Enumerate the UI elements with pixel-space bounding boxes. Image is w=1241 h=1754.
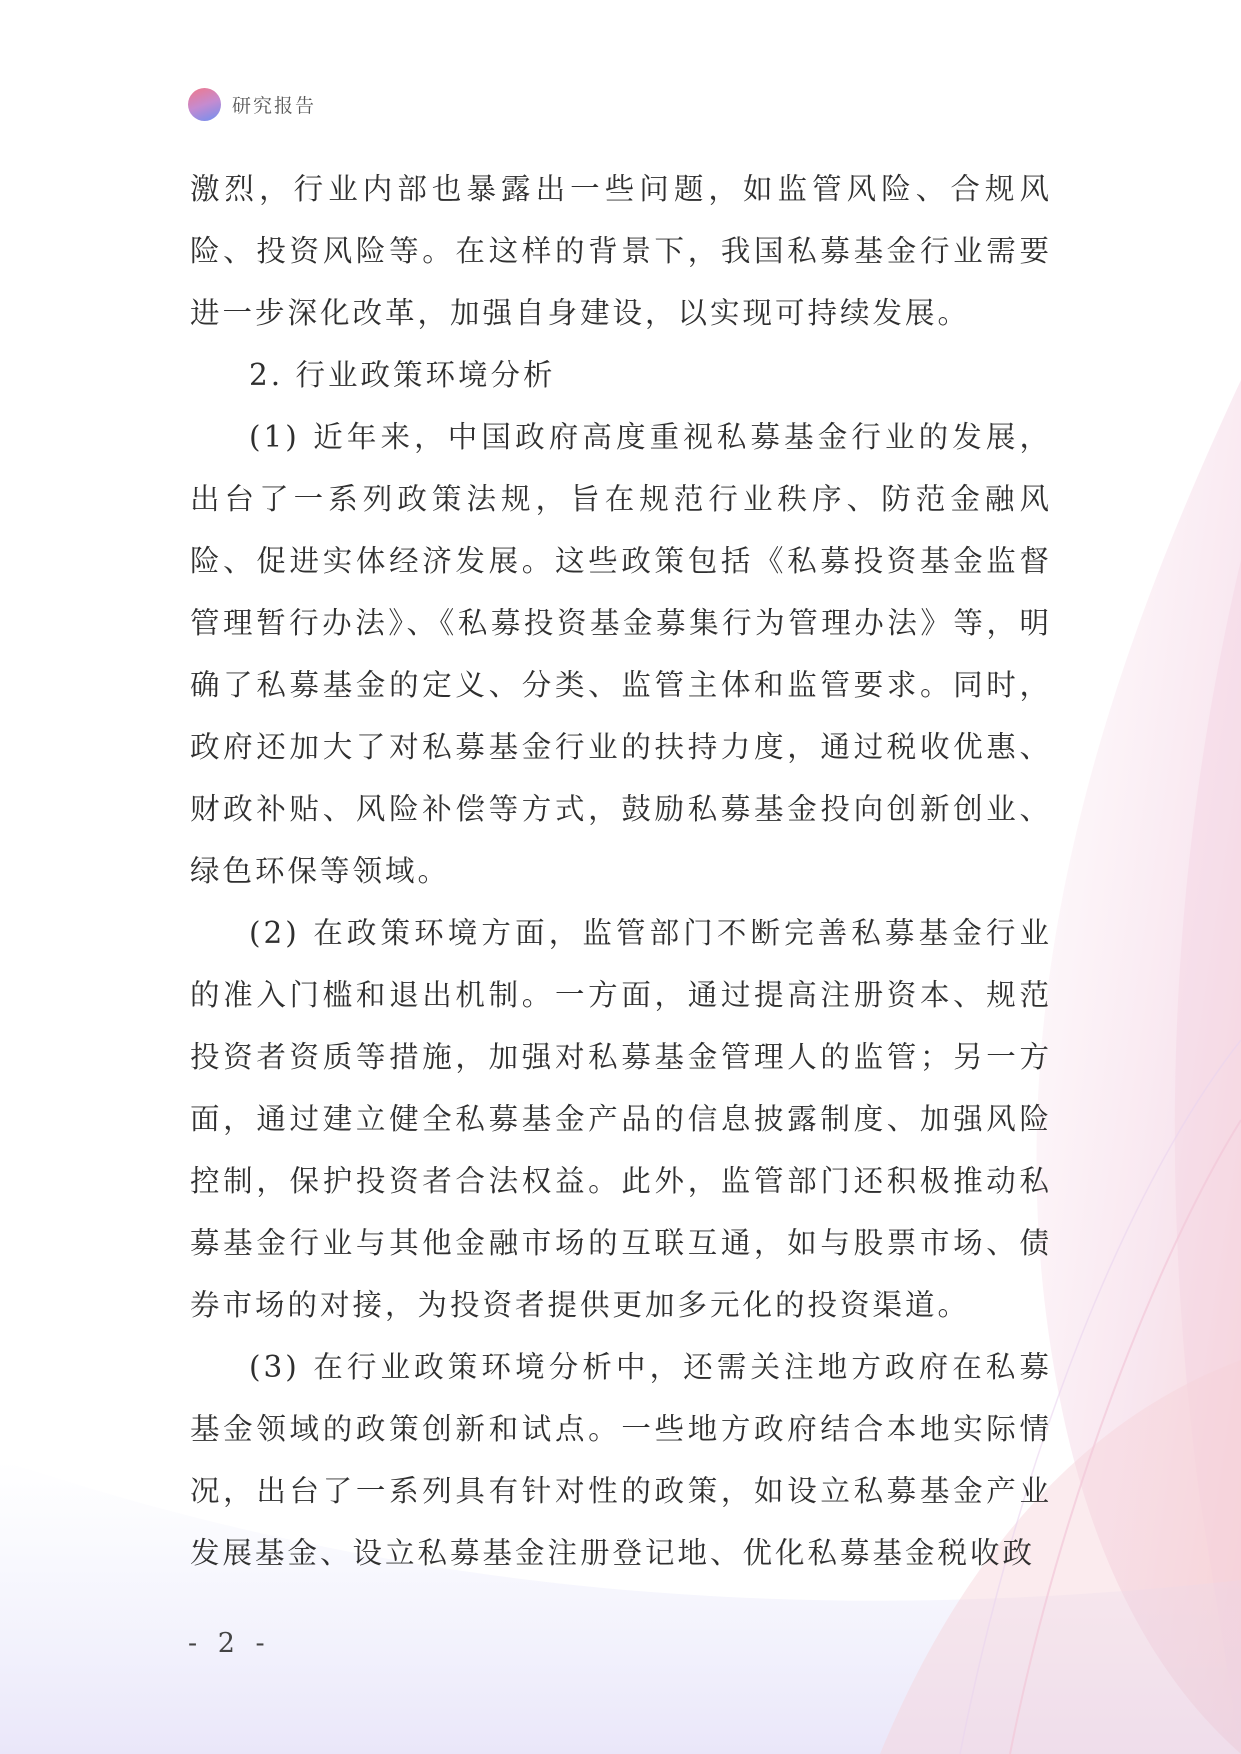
logo-circle-icon [188,88,221,121]
paragraph-1: (1) 近年来，中国政府高度重视私募基金行业的发展，出台了一系列政策法规，旨在规范行业秩序、防范金融风险、促进实体经济发展。这些政策包括《私募投资基金监督管理暂行办法》、《私募投资基金募集行为管理办法》等，明确了私募基金的定义、分类、监管主体和监管要求。同时，政府还加大了对私募基金行业的扶持力度，通过税收优惠、财政补贴、风险补偿等方式，鼓励私募基金投向创新创业、绿色环保等领域。 [190,420,1052,888]
page-header [188,88,316,121]
page-number: - 2 - [188,1628,271,1659]
paragraph-continued: 激烈，行业内部也暴露出一些问题，如监管风险、合规风险、投资风险等。在这样的背景下，我国私募基金行业需要进一步深化改革，加强自身建设，以实现可持续发展。 [190,172,1052,330]
paragraph-2: (2) 在政策环境方面，监管部门不断完善私募基金行业的准入门槛和退出机制。一方面，通过提高注册资本、规范投资者资质等措施，加强对私募基金管理人的监管；另一方面，通过建立健全私募基金产品的信息披露制度、加强风险控制，保护投资者合法权益。此外，监管部门还积极推动私募基金行业与其他金融市场的互联互通，如与股票市场、债券市场的对接，为投资者提供更加多元化的投资渠道。 [190,916,1052,1322]
section-heading: 2. 行业政策环境分析 [249,358,556,392]
header-title: 研究报告 [232,95,317,117]
paragraph-3: (3) 在行业政策环境分析中，还需关注地方政府在私募基金领域的政策创新和试点。一些地方政府结合本地实际情况，出台了一系列具有针对性的政策，如设立私募基金产业发展基金、设立私募基金注册登记地、优化私募基金税收政 [190,1350,1052,1570]
document-body [190,158,1052,1584]
